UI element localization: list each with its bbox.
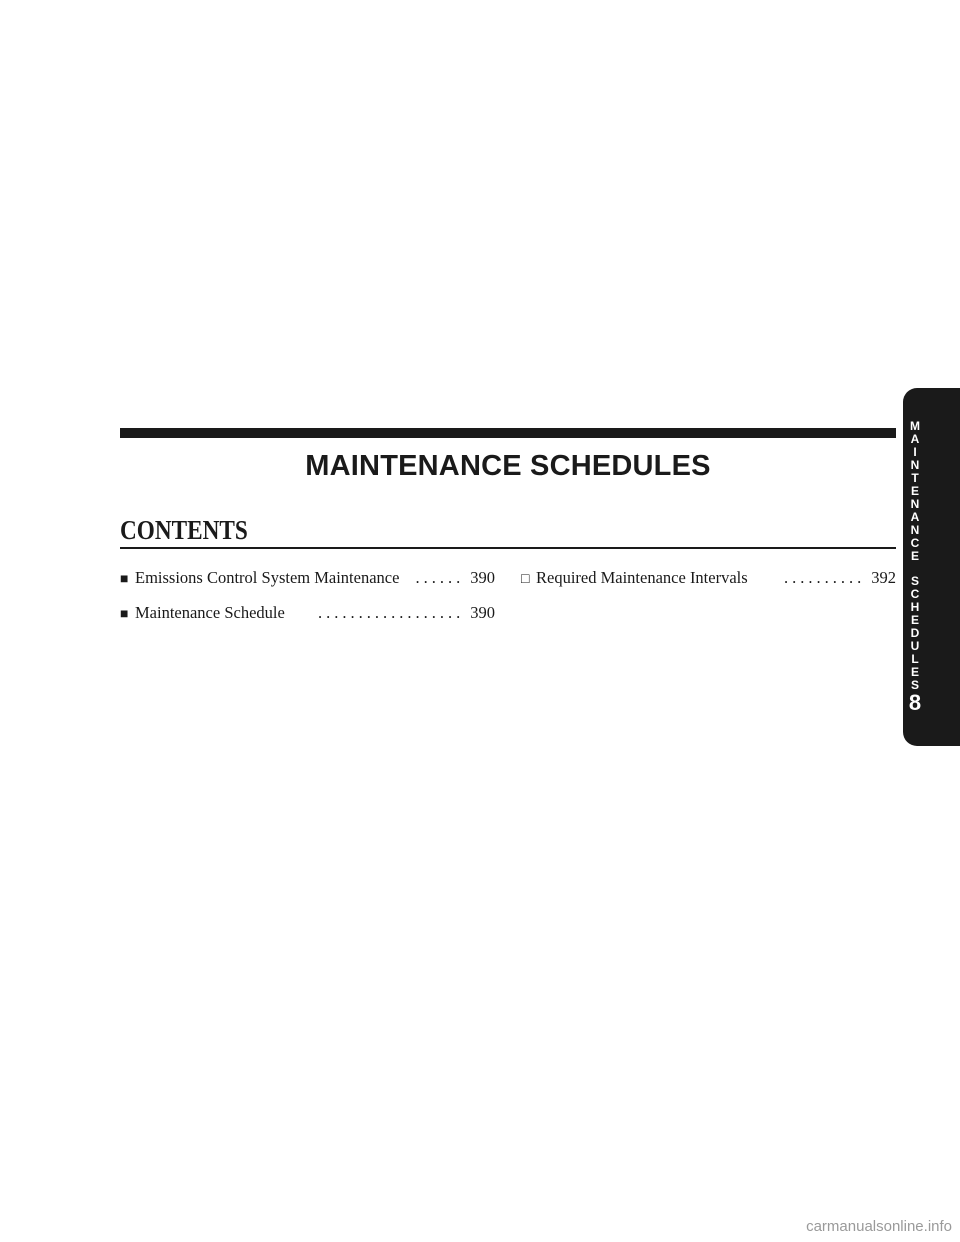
- toc-column-left: [120, 566, 495, 636]
- toc-entry-maintenance-schedule[interactable]: [120, 601, 495, 624]
- side-tab-letter: N: [910, 497, 920, 511]
- toc-entry-emissions-control[interactable]: [120, 566, 495, 589]
- chapter-title: MAINTENANCE SCHEDULES: [305, 450, 711, 482]
- side-tab-letter: C: [910, 587, 920, 601]
- side-tab-letter: E: [910, 549, 919, 563]
- side-tab-letter: U: [910, 639, 920, 653]
- side-tab-letter: S: [910, 574, 919, 588]
- side-tab-letter: E: [910, 484, 919, 498]
- toc-dot-leader: ..................: [318, 603, 465, 622]
- side-tab-letter: M: [910, 419, 920, 433]
- toc-page-number: 390: [470, 603, 495, 622]
- side-tab-letter: E: [910, 613, 919, 627]
- chapter-top-rule: [120, 428, 896, 438]
- toc-page-number: 390: [470, 568, 495, 587]
- toc-dot-leader: ..........: [784, 568, 866, 587]
- side-tab-letter: N: [910, 458, 920, 472]
- watermark: carmanualsonline.info: [806, 1218, 952, 1235]
- side-tab-label: [903, 420, 927, 692]
- toc-page-number: 392: [871, 568, 896, 587]
- contents-rule: [120, 547, 896, 549]
- side-tab-letter: I: [913, 445, 917, 459]
- side-tab-letter: N: [910, 523, 920, 537]
- contents-heading: CONTENTS: [120, 515, 248, 545]
- chapter-side-tab: [903, 388, 960, 746]
- side-tab-letter: H: [910, 600, 920, 614]
- toc-entry-required-intervals[interactable]: [521, 566, 896, 589]
- toc-entry-label: Required Maintenance Intervals: [536, 568, 748, 587]
- toc-dot-leader: ......: [415, 568, 465, 587]
- side-tab-chapter-number: 8: [908, 690, 922, 715]
- side-tab-letter: A: [910, 510, 920, 524]
- side-tab-letter: L: [911, 652, 919, 666]
- toc-entry-label: Emissions Control System Maintenance: [135, 568, 400, 587]
- side-tab-letter: C: [910, 536, 920, 550]
- hollow-square-bullet-icon: □: [521, 572, 530, 587]
- toc-column-right: [521, 566, 896, 601]
- side-tab-letter: A: [910, 432, 920, 446]
- side-tab-letter: S: [910, 678, 919, 692]
- side-tab-letter: E: [910, 665, 919, 679]
- filled-square-bullet-icon: ■: [120, 572, 129, 587]
- filled-square-bullet-icon: ■: [120, 607, 129, 622]
- toc-entry-label: Maintenance Schedule: [135, 603, 285, 622]
- side-tab-letter: D: [910, 626, 920, 640]
- side-tab-letter: T: [911, 471, 919, 485]
